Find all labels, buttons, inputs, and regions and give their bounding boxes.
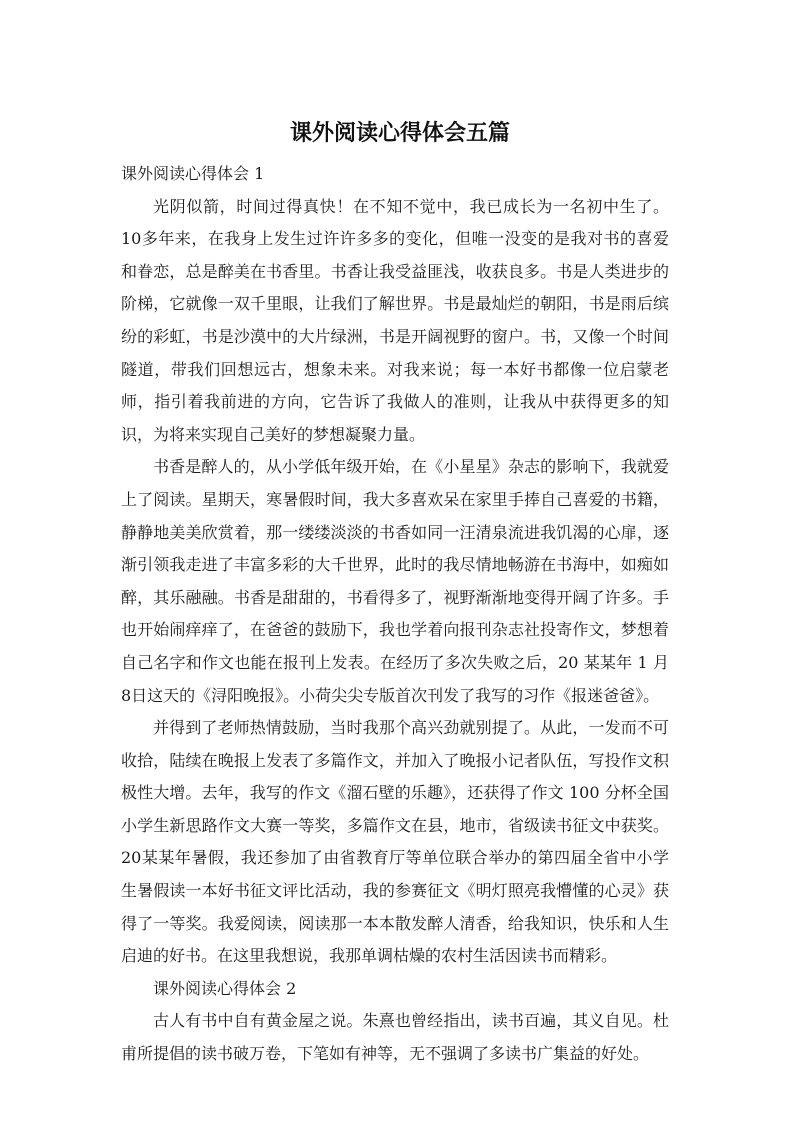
section-heading: 课外阅读心得体会 1: [121, 164, 265, 183]
paragraph: 并得到了老师热情鼓励，当时我那个高兴劲就别提了。从此，一发而不可收拾，陆续在晚报上发表了多篇作文，并加入了晚报小记者队伍，写投作文积极性大增。去年，我写的作文《溜石壁的乐趣》，还获得了作文 100 分杯全国小学生新思路作文大赛一等奖，多篇作文在县，地市，省级读书征文中获奖。20某某年暑假，我还参加了由省教育厅等单位联合举办的第四届全省中小学生暑假读一本好书征文评比活动，我的参赛征文《明灯照亮我懵懂的心灵》获得了一等奖。我爱阅读，阅读那一本本散发醉人清香，给我知识，快乐和人生启迪的好书。在这里我想说，我那单调枯燥的农村生活因读书而精彩。: [121, 718, 669, 966]
document-title: 课外阅读心得体会五篇: [289, 121, 510, 146]
document-body: [121, 158, 669, 1071]
paragraph: 古人有书中自有黄金屋之说。朱熹也曾经指出，读书百遍，其义自见。杜甫所提倡的读书破万卷，下笔如有神等，无不强调了多读书广集益的好处。: [121, 1011, 669, 1064]
paragraph: 书香是醉人的，从小学低年级开始，在《小星星》杂志的影响下，我就爱上了阅读。星期天，寒暑假时间，我大多喜欢呆在家里手捧自己喜爱的书籍，静静地美美欣赏着，那一缕缕淡淡的书香如同一汪清泉流进我饥渴的心扉，逐渐引领我走进了丰富多彩的大千世界，此时的我尽情地畅游在书海中，如痴如醉，其乐融融。书香是甜甜的，书看得多了，视野渐渐地变得开阔了许多。手也开始闹痒痒了，在爸爸的鼓励下，我也学着向报刊杂志社投寄作文，梦想着自己名字和作文也能在报刊上发表。在经历了多次失败之后，20 某某年 1 月 8日这天的《浔阳晚报》。小荷尖尖专版首次刊发了我写的习作《报迷爸爸》。: [121, 457, 669, 705]
paragraph: 光阴似箭，时间过得真快！在不知不觉中，我已成长为一名初中生了。10多年来，在我身上发生过许许多多的变化，但唯一没变的是我对书的喜爱和眷恋，总是醉美在书香里。书香让我受益匪浅，收获良多。书是人类进步的阶梯，它就像一双千里眼，让我们了解世界。书是最灿烂的朝阳，书是雨后缤纷的彩虹，书是沙漠中的大片绿洲，书是开阔视野的窗户。书，又像一个时间隧道，带我们回想远古，想象未来。对我来说；每一本好书都像一位启蒙老师，指引着我前进的方向，它告诉了我做人的准则，让我从中获得更多的知识，为将来实现自己美好的梦想凝聚力量。: [121, 196, 669, 444]
section-heading: 课外阅读心得体会 2: [153, 978, 297, 998]
